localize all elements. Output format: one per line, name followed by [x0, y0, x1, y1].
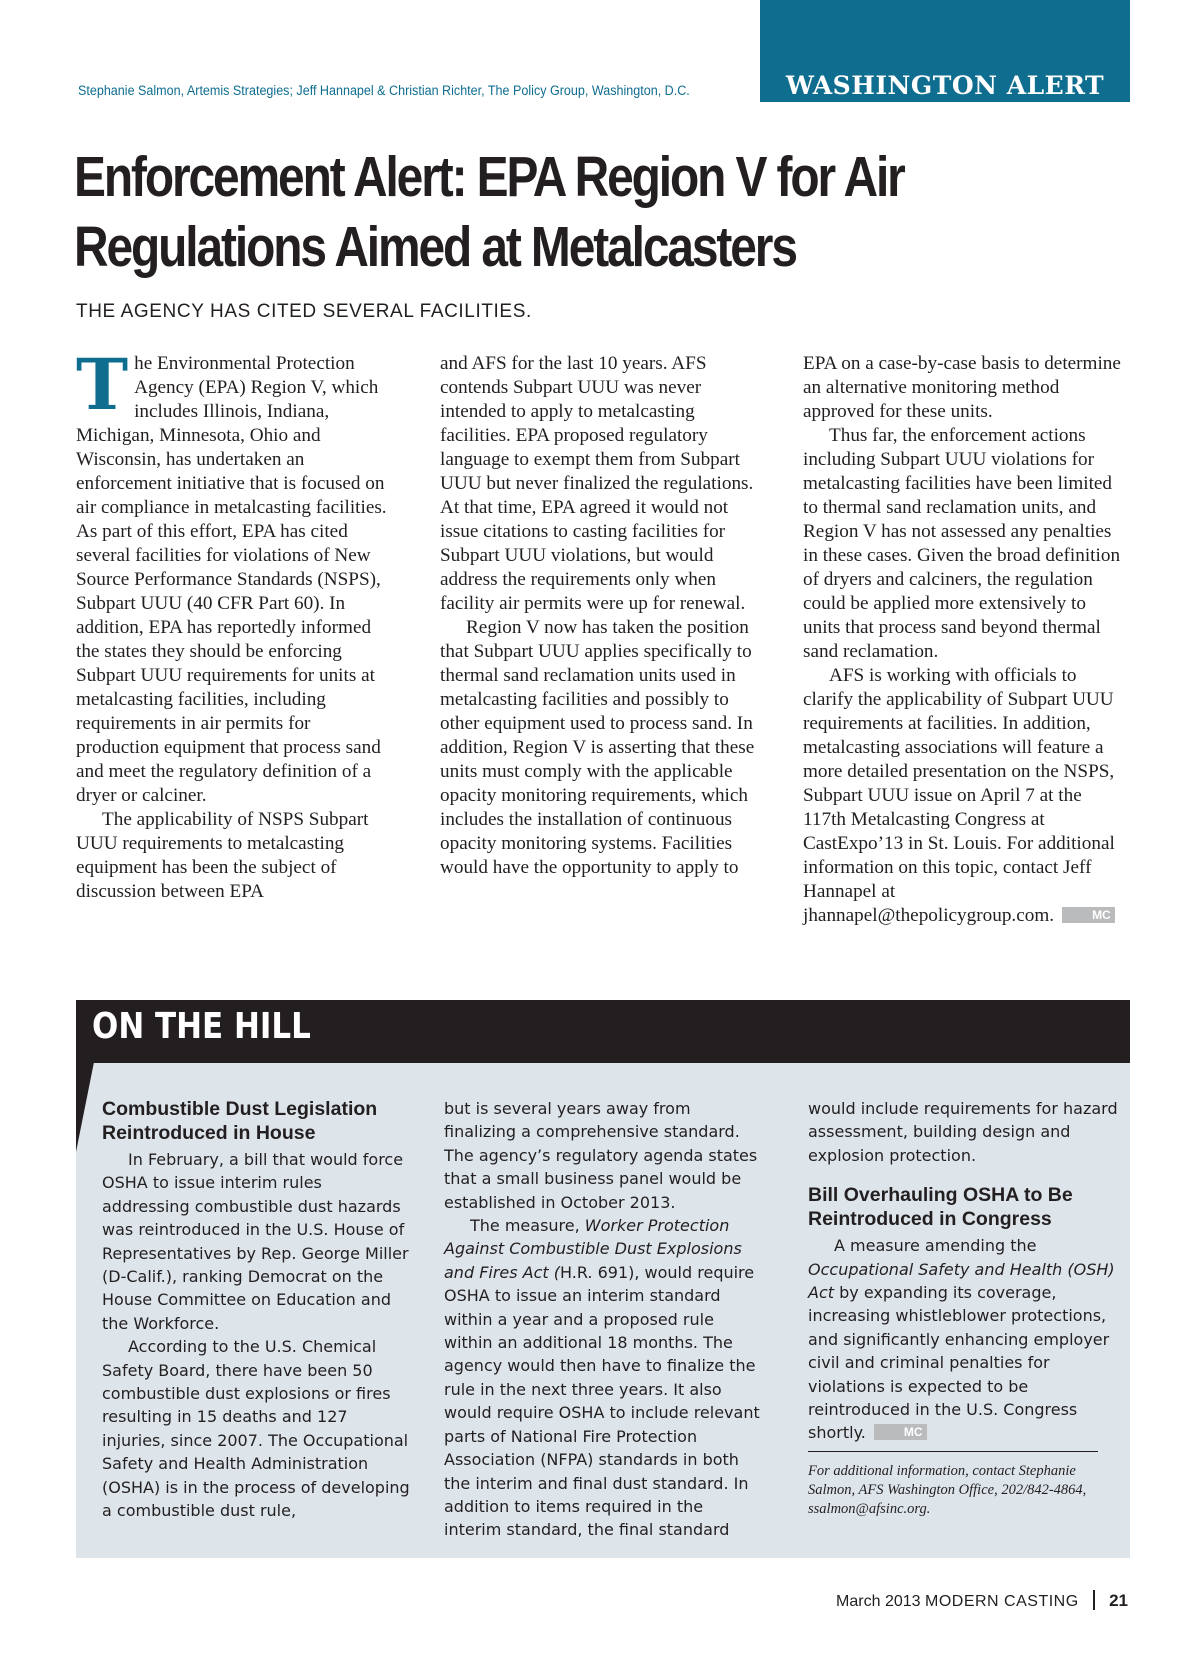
story-1-paragraph-1: In February, a bill that would force OSHA to issue interim rules addressing combustible dust hazards was reintroduced in the U.S. House of Representatives by Rep. George Miller (D-Calif.), ranking Democrat on the House Committee on Education and the Workforce. [102, 1150, 409, 1333]
divider [808, 1451, 1098, 1452]
article-paragraph-2a: The applicability of NSPS Subpart UUU requirements to metalcasting equipment has been the subject of discussion between EPA [76, 809, 369, 902]
page-number: 21 [1109, 1591, 1128, 1610]
end-mark: MC [1062, 907, 1115, 923]
drop-cap: T [76, 343, 129, 426]
story-2-paragraph-1: A measure amending the Occupational Safety and Health (OSH) Act by expanding its coverage, increasing whistleblower protections, and significantly enhancing employer civil and criminal penalties for violations is expected to be reintroduced in the U.S. Congress shortly. MC [808, 1236, 1115, 1443]
article-paragraph-3a: Region V now has taken the position that Subpart UUU applies specifically to thermal sand reclamation units used in metalcasting facilities and possibly to other equipment used to process sand. In addition, Region V is asserting that these units must comply with the applicable opacity monitoring requirements, which includes the installation of continuous opacity monitoring systems. Facilities would have the opportunity to apply to [440, 617, 755, 878]
article-column-1 [76, 343, 396, 904]
on-the-hill-title: ON THE HILL [92, 1006, 311, 1047]
article-paragraph-2b: and AFS for the last 10 years. AFS contends Subpart UUU was never intended to apply to metalcasting facilities. EPA proposed regulatory language to exempt them from Subpart UUU but never finalized the regulations. At that time, EPA agreed it would not issue citations to casting facilities for Subpart UUU violations, but would address the requirements only when facility air permits were up for renewal. [440, 353, 754, 614]
story-1-paragraph-2b: but is several years away from finalizing a comprehensive standard. The agency’s regulatory agenda states that a small business panel would be established in October 2013. [444, 1099, 758, 1212]
article-paragraph-5: AFS is working with officials to clarify the applicability of Subpart UUU requirements at facilities. In addition, metalcasting associations will feature a more detailed presentation on the NSPS, Subpart UUU issue on April 7 at the 117th Metalcasting Congress at CastExpo’13 in St. Louis. For additional information on this topic, contact Jeff Hannapel at jhannapel@thepolicygroup.com. MC [803, 665, 1115, 926]
hill-column-1 [102, 1097, 412, 1523]
title-line-1: Enforcement Alert: EPA Region V for Air [74, 145, 904, 209]
page-footer [836, 1590, 1128, 1611]
article-paragraph-3b: EPA on a case-by-case basis to determine an alternative monitoring method approved for these units. [803, 353, 1121, 422]
end-mark: MC [874, 1424, 927, 1440]
article-paragraph-1: The Environmental Protection Agency (EPA) Region V, which includes Illinois, Indiana, Michigan, Minnesota, Ohio and Wisconsin, has undertaken an enforcement initiative that is focused on air compliance in metalcasting facilities. As part of this effort, EPA has cited several facilities for violations of New Source Performance Standards (NSPS), Subpart UUU (40 CFR Part 60). In addition, EPA has reportedly informed the states they should be enforcing Subpart UUU requirements for units at metalcasting facilities, including requirements in air permits for production equipment that process sand and meet the regulatory definition of a dryer or calciner. [76, 343, 387, 806]
article-subtitle: THE AGENCY HAS CITED SEVERAL FACILITIES. [76, 301, 532, 322]
story-1-paragraph-3b: would include requirements for hazard assessment, building design and explosion protection. [808, 1099, 1118, 1165]
hill-column-2 [444, 1097, 764, 1542]
story-1-heading: Combustible Dust Legislation Reintroduced in House [102, 1098, 378, 1144]
hill-column-3 [808, 1097, 1118, 1519]
section-label: WASHINGTON ALERT [785, 71, 1105, 100]
byline: Stephanie Salmon, Artemis Strategies; Jeff Hannapel & Christian Richter, The Policy Group, Washington, D.C. [78, 83, 690, 98]
story-1-paragraph-2a: According to the U.S. Chemical Safety Board, there have been 50 combustible dust explosions or fires resulting in 15 deaths and 127 injuries, since 2007. The Occupational Safety and Health Administration (OSHA) is in the process of developing a combustible dust rule, [102, 1337, 410, 1521]
article-column-3 [803, 352, 1123, 928]
article-title [74, 142, 981, 282]
issue-date: March 2013 [836, 1593, 921, 1610]
article-column-2 [440, 352, 760, 880]
section-banner [760, 0, 1130, 102]
title-line-2: Regulations Aimed at Metalcasters [74, 215, 796, 279]
story-1-paragraph-3a: The measure, Worker Protection Against Combustible Dust Explosions and Fires Act (H.R. 691), would require OSHA to issue an interim standard within a year and a proposed rule within an additional 18 months. The agency would then have to finalize the rule in the next three years. It also would require OSHA to include relevant parts of National Fire Protection Association (NFPA) standards in both the interim and final dust standard. In addition to items required in the interim standard, the final standard [444, 1216, 760, 1540]
contact-note: For additional information, contact Stephanie Salmon, AFS Washington Office, 202/842-4864, ssalmon@afsinc.org. [808, 1462, 1087, 1517]
article-paragraph-4: Thus far, the enforcement actions including Subpart UUU violations for metalcasting facilities have been limited to thermal sand reclamation units, and Region V has not assessed any penalties in these cases. Given the broad definition of dryers and calciners, the regulation could be applied more extensively to units that process sand beyond thermal sand reclamation. [803, 425, 1121, 662]
on-the-hill-wedge [76, 1062, 94, 1152]
story-2-heading: Bill Overhauling OSHA to Be Reintroduced in Congress [808, 1184, 1073, 1231]
magazine-name: MODERN CASTING [925, 1593, 1079, 1610]
footer-separator [1093, 1590, 1095, 1610]
